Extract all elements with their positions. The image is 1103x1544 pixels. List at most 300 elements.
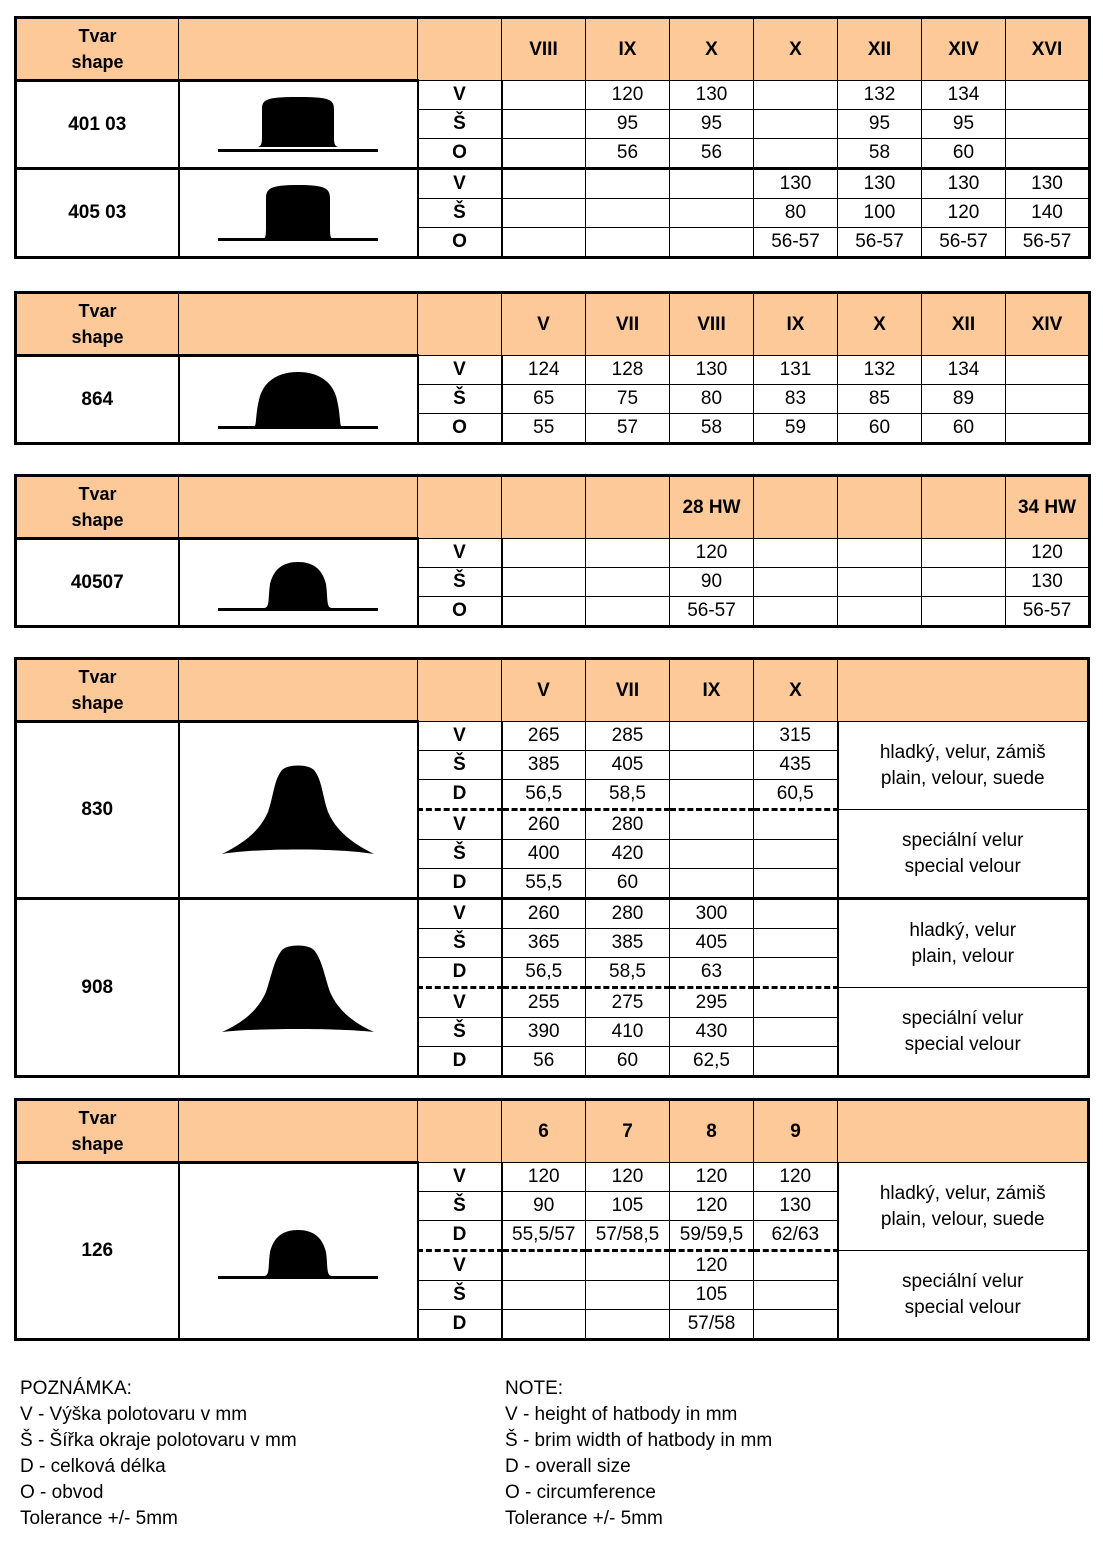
value-cell [502,199,586,228]
value-cell: 130 [922,169,1006,199]
value-cell: 58,5 [586,780,670,810]
value-cell: 90 [502,1192,586,1221]
note-line: O - obvod [20,1482,104,1503]
material-note-czech: hladký, velur [909,919,1017,941]
value-cell: 435 [754,751,838,780]
value-cell [754,929,838,958]
shape-image-cell [179,169,418,258]
size-header: XII [922,293,1006,356]
shape-image-cell [179,81,418,169]
value-cell: 55,5/57 [502,1221,586,1251]
shape-code: 405 03 [16,169,179,258]
size-header: 6 [502,1100,586,1163]
value-cell: 280 [586,899,670,929]
shape-header-label [16,293,179,356]
material-note [838,1163,1089,1251]
table-header-row [16,1100,1089,1163]
spec-table [14,474,1091,628]
value-cell: 56,5 [502,958,586,988]
value-cell [1006,385,1090,414]
material-note [838,988,1089,1077]
value-cell: 56-57 [838,228,922,258]
table-row [16,81,1090,110]
table-header-row [16,659,1089,722]
spec-table [14,1098,1090,1341]
size-header [754,476,838,539]
value-cell [754,597,838,627]
value-cell: 56 [586,139,670,169]
value-cell [670,199,754,228]
value-cell [670,722,754,751]
row-key: O [418,228,502,258]
label-czech: Tvar [78,484,117,504]
size-header [922,476,1006,539]
size-header: VII [586,659,670,722]
value-cell: 56-57 [670,597,754,627]
row-key: Š [418,751,502,780]
key-header-cell [418,18,502,81]
value-cell [502,81,586,110]
value-cell: 56-57 [1006,597,1090,627]
value-cell [838,539,922,568]
value-cell [754,139,838,169]
shape-image-cell [179,1163,418,1340]
label-czech: Tvar [78,26,117,46]
value-cell: 95 [838,110,922,139]
value-cell [754,81,838,110]
value-cell: 120 [922,199,1006,228]
value-cell: 265 [502,722,586,751]
shape-code: 864 [16,356,179,444]
value-cell: 56 [502,1047,586,1077]
image-header-cell [179,1100,418,1163]
row-key: O [418,139,502,169]
value-cell: 58 [838,139,922,169]
hat-shape-illustration [218,938,378,1038]
table-header-row [16,293,1090,356]
size-header: VIII [670,293,754,356]
size-header: 9 [754,1100,838,1163]
value-cell: 60 [586,869,670,899]
material-note-english: plain, velour, suede [880,1208,1045,1230]
size-header: 7 [586,1100,670,1163]
value-cell: 140 [1006,199,1090,228]
label-english: shape [71,693,124,713]
value-cell [670,751,754,780]
note-line: D - celková délka [20,1456,166,1477]
value-cell [502,1251,586,1281]
value-cell: 89 [922,385,1006,414]
value-cell: 90 [670,568,754,597]
value-cell [670,840,754,869]
value-cell: 60 [838,414,922,444]
value-cell: 120 [670,1163,754,1192]
row-key: D [418,780,502,810]
value-cell: 315 [754,722,838,751]
value-cell: 65 [502,385,586,414]
image-header-cell [179,659,418,722]
value-cell [754,1047,838,1077]
image-header-cell [179,18,418,81]
value-cell: 63 [670,958,754,988]
shape-code: 401 03 [16,81,179,169]
value-cell: 132 [838,356,922,385]
shape-code: 830 [16,722,179,899]
material-note-czech: hladký, velur, zámiš [879,1182,1046,1204]
label-english: shape [71,1134,124,1154]
row-key: V [418,81,502,110]
key-header-cell [418,293,502,356]
hat-silhouette [220,562,376,608]
value-cell [670,780,754,810]
value-cell: 130 [754,1192,838,1221]
label-czech: Tvar [78,667,117,687]
value-cell: 131 [754,356,838,385]
value-cell: 128 [586,356,670,385]
row-key: V [418,169,502,199]
value-cell: 410 [586,1018,670,1047]
value-cell: 400 [502,840,586,869]
table-row [16,899,1089,929]
note-line: Š - Šířka okraje polotovaru v mm [20,1430,297,1451]
value-cell [670,228,754,258]
size-header: 28 HW [670,476,754,539]
value-cell: 83 [754,385,838,414]
value-cell [754,810,838,840]
hat-shape-illustration [218,760,378,860]
value-cell: 105 [670,1281,754,1310]
row-key: V [418,356,502,385]
value-cell: 59 [754,414,838,444]
row-key: V [418,810,502,840]
value-cell: 405 [670,929,754,958]
value-cell: 275 [586,988,670,1018]
value-cell: 120 [670,539,754,568]
value-cell [502,1281,586,1310]
value-cell: 130 [1006,568,1090,597]
spec-table [14,657,1090,1078]
value-cell [838,568,922,597]
row-key: Š [418,568,502,597]
size-header: X [838,293,922,356]
value-cell [586,568,670,597]
size-header [502,476,586,539]
note-line: Tolerance +/- 5mm [20,1508,178,1529]
value-cell [586,1251,670,1281]
hat-brim-line [218,426,378,429]
value-cell: 132 [838,81,922,110]
shape-image-cell [179,899,418,1077]
size-header: XIV [1006,293,1090,356]
row-key: Š [418,1018,502,1047]
row-key: D [418,1047,502,1077]
value-cell: 130 [1006,169,1090,199]
material-note-english: special velour [904,1033,1021,1055]
hat-brim-line [218,149,378,152]
hat-shape-illustration [218,552,378,614]
value-cell: 120 [754,1163,838,1192]
value-cell [922,597,1006,627]
hat-shape-illustration [218,95,378,155]
value-cell [1006,110,1090,139]
value-cell: 260 [502,810,586,840]
value-cell [670,169,754,199]
shape-code: 126 [16,1163,179,1340]
row-key: D [418,1221,502,1251]
table-row [16,722,1089,751]
value-cell: 295 [670,988,754,1018]
value-cell: 130 [670,356,754,385]
material-note-czech: speciální velur [902,1270,1024,1292]
spec-table [14,16,1091,259]
value-cell [754,899,838,929]
material-note-czech: speciální velur [902,1007,1024,1029]
value-cell: 80 [670,385,754,414]
value-cell: 385 [502,751,586,780]
value-cell [922,568,1006,597]
material-note-czech: hladký, velur, zámiš [879,741,1046,763]
value-cell: 75 [586,385,670,414]
value-cell [586,1281,670,1310]
value-cell: 55,5 [502,869,586,899]
row-key: V [418,899,502,929]
value-cell: 105 [586,1192,670,1221]
shape-header-label [16,18,179,81]
size-header: IX [754,293,838,356]
hat-shape-illustration [218,182,378,244]
value-cell [754,1018,838,1047]
notes-czech [20,1376,297,1532]
value-cell [670,810,754,840]
value-cell: 59/59,5 [670,1221,754,1251]
value-cell [502,110,586,139]
label-english: shape [71,327,124,347]
value-cell: 57/58 [670,1310,754,1340]
value-cell: 120 [670,1251,754,1281]
size-header: XIV [922,18,1006,81]
value-cell [754,988,838,1018]
row-key: O [418,414,502,444]
row-key: V [418,722,502,751]
table-row [16,539,1090,568]
row-key: D [418,958,502,988]
value-cell [586,199,670,228]
value-cell: 100 [838,199,922,228]
row-key: Š [418,199,502,228]
note-line: Tolerance +/- 5mm [505,1508,663,1529]
value-cell [502,169,586,199]
notes-english [505,1376,772,1532]
hat-silhouette [222,766,374,855]
value-cell: 62,5 [670,1047,754,1077]
row-key: V [418,1251,502,1281]
value-cell [502,228,586,258]
shape-code: 908 [16,899,179,1077]
value-cell [1006,139,1090,169]
value-cell: 130 [754,169,838,199]
value-cell: 56-57 [754,228,838,258]
value-cell: 58 [670,414,754,444]
key-header-cell [418,659,502,722]
value-cell: 57 [586,414,670,444]
table-row [16,356,1090,385]
value-cell: 130 [670,81,754,110]
value-cell: 260 [502,899,586,929]
note-line: D - overall size [505,1456,631,1477]
row-key: Š [418,929,502,958]
value-cell [754,869,838,899]
spec-table [14,291,1091,445]
hat-brim-line [218,608,378,611]
row-key: V [418,1163,502,1192]
material-note-english: plain, velour [911,945,1014,967]
note-line: V - Výška polotovaru v mm [20,1404,248,1425]
value-cell: 60,5 [754,780,838,810]
value-cell: 120 [502,1163,586,1192]
label-czech: Tvar [78,301,117,321]
hat-shape-illustration [218,368,378,432]
image-header-cell [179,476,418,539]
size-header: 34 HW [1006,476,1090,539]
value-cell [586,1310,670,1340]
row-key: Š [418,1192,502,1221]
size-header: XVI [1006,18,1090,81]
hat-brim-line [218,238,378,241]
value-cell: 280 [586,810,670,840]
row-key: Š [418,110,502,139]
row-key: O [418,597,502,627]
size-header: X [754,659,838,722]
value-cell [1006,356,1090,385]
value-cell [586,597,670,627]
material-note [838,1251,1089,1340]
size-header: 8 [670,1100,754,1163]
value-cell [502,139,586,169]
hat-brim-line [218,1276,378,1279]
value-cell [754,539,838,568]
value-cell [586,228,670,258]
size-header: V [502,293,586,356]
shape-image-cell [179,539,418,627]
value-cell: 365 [502,929,586,958]
hat-silhouette [220,1230,376,1276]
shape-code: 40507 [16,539,179,627]
value-cell [502,568,586,597]
value-cell [754,1310,838,1340]
size-header: X [670,18,754,81]
value-cell: 58,5 [586,958,670,988]
value-cell [754,110,838,139]
size-header [586,476,670,539]
value-cell: 300 [670,899,754,929]
shape-header-label [16,659,179,722]
label-english: shape [71,52,124,72]
value-cell [754,1251,838,1281]
value-cell [922,539,1006,568]
shape-header-label [16,476,179,539]
size-header: X [754,18,838,81]
value-cell [1006,81,1090,110]
value-cell [754,958,838,988]
value-cell: 56 [670,139,754,169]
hat-shape-illustration [218,1220,378,1282]
note-line: POZNÁMKA: [20,1378,132,1399]
value-cell [1006,414,1090,444]
image-header-cell [179,293,418,356]
value-cell [670,869,754,899]
value-cell: 56-57 [1006,228,1090,258]
value-cell: 405 [586,751,670,780]
value-cell: 56,5 [502,780,586,810]
value-cell: 80 [754,199,838,228]
material-note-english: special velour [904,855,1021,877]
value-cell: 60 [922,414,1006,444]
row-key: Š [418,840,502,869]
key-header-cell [418,1100,502,1163]
row-key: Š [418,385,502,414]
hat-silhouette [220,185,376,240]
material-note [838,722,1089,810]
value-cell: 85 [838,385,922,414]
value-cell: 95 [922,110,1006,139]
material-note-english: special velour [904,1296,1021,1318]
value-cell: 95 [586,110,670,139]
note-line: Š - brim width of hatbody in mm [505,1430,773,1451]
value-cell: 124 [502,356,586,385]
table-row [16,1163,1089,1192]
value-cell: 120 [586,81,670,110]
row-key: V [418,988,502,1018]
size-header: IX [586,18,670,81]
shape-image-cell [179,356,418,444]
value-cell: 55 [502,414,586,444]
size-header: VIII [502,18,586,81]
value-cell [754,568,838,597]
value-cell: 62/63 [754,1221,838,1251]
hat-silhouette [220,372,376,428]
value-cell: 385 [586,929,670,958]
shape-header-label [16,1100,179,1163]
table-header-row [16,18,1090,81]
row-key: D [418,1310,502,1340]
label-english: shape [71,510,124,530]
material-note-czech: speciální velur [902,829,1024,851]
value-cell: 57/58,5 [586,1221,670,1251]
value-cell: 255 [502,988,586,1018]
value-cell: 120 [1006,539,1090,568]
value-cell: 60 [586,1047,670,1077]
hat-silhouette [222,945,374,1032]
size-header: XII [838,18,922,81]
note-line: O - circumference [505,1482,656,1503]
value-cell: 430 [670,1018,754,1047]
value-cell [502,1310,586,1340]
value-cell: 390 [502,1018,586,1047]
value-cell [754,840,838,869]
note-line: V - height of hatbody in mm [505,1404,738,1425]
table-row [16,169,1090,199]
note-line: NOTE: [505,1378,564,1399]
row-key: Š [418,1281,502,1310]
value-cell: 120 [586,1163,670,1192]
table-header-row [16,476,1090,539]
value-cell: 56-57 [922,228,1006,258]
value-cell: 134 [922,81,1006,110]
note-header-cell [838,1100,1089,1163]
value-cell [502,539,586,568]
value-cell: 120 [670,1192,754,1221]
material-note [838,899,1089,988]
